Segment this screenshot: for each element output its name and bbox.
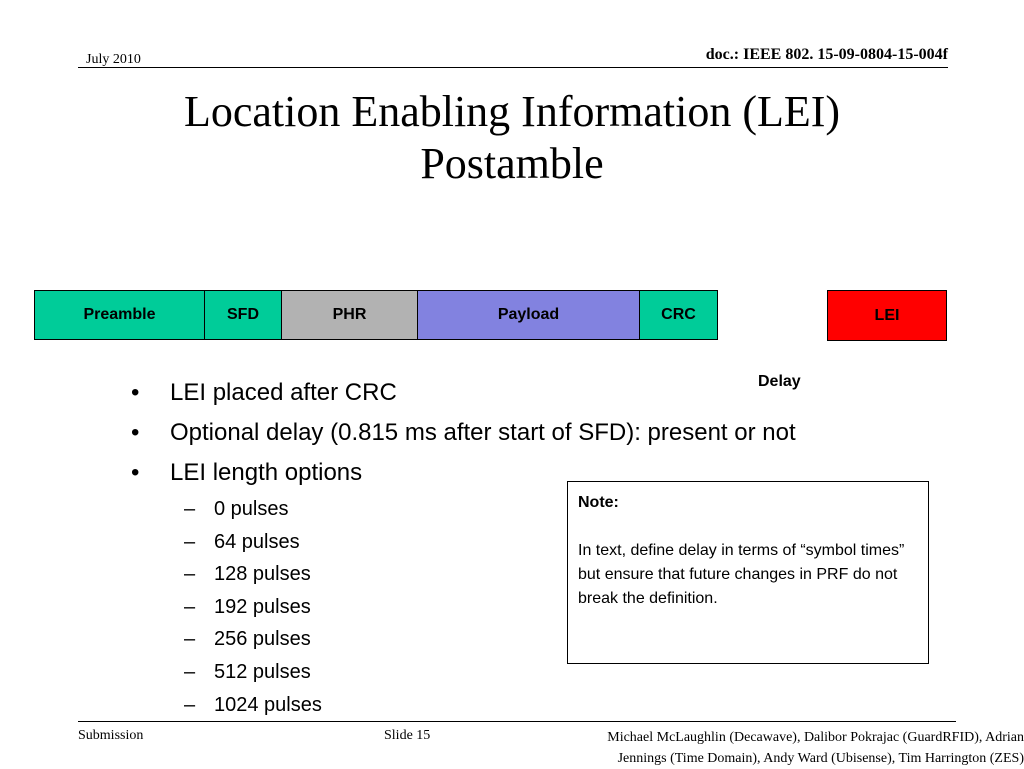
bullet-item-label: LEI length options (170, 459, 363, 486)
frame-field-crc: CRC (640, 290, 718, 340)
bullet-item: • LEI placed after CRC (128, 373, 796, 413)
footer-authors-line-2: Jennings (Time Domain), Andy Ward (Ubisense), Tim Harrington (ZES) (617, 751, 1024, 766)
delay-label: Delay (758, 373, 801, 390)
frame-structure-diagram (34, 290, 718, 340)
footer-divider (78, 721, 956, 722)
length-option-item: – 512 pulses (170, 656, 796, 689)
length-option-item: – 128 pulses (170, 558, 796, 591)
length-option-item: – 256 pulses (170, 623, 796, 656)
length-option-item: – 64 pulses (170, 526, 796, 559)
slide-number: Slide 15 (384, 728, 431, 743)
length-option-item: – 0 pulses (170, 493, 796, 526)
note-heading: Note: (578, 494, 619, 511)
frame-field-payload: Payload (418, 290, 640, 340)
frame-field-phr: PHR (282, 290, 418, 340)
note-body: In text, define delay in terms of “symbol times” but ensure that future changes in PRF do not break the definition. (578, 542, 905, 607)
footer-authors (504, 727, 1024, 769)
length-option-item: – 1024 pulses (170, 689, 796, 722)
length-option-item: – 192 pulses (170, 591, 796, 624)
frame-field-sfd: SFD (205, 290, 282, 340)
frame-field-lei: LEI (827, 290, 947, 341)
footer-submission: Submission (78, 728, 144, 743)
document-id: doc.: IEEE 802. 15-09-0804-15-004f (705, 46, 948, 63)
footer-authors-line-1: Michael McLaughlin (Decawave), Dalibor Pokrajac (GuardRFID), Adrian (607, 730, 1024, 745)
header-date: July 2010 (86, 52, 141, 67)
slide-title (0, 86, 1024, 190)
note-box (567, 481, 929, 664)
slide-title-line-2: Postamble (420, 139, 604, 188)
frame-field-preamble: Preamble (34, 290, 205, 340)
header-divider (78, 67, 948, 68)
slide-title-line-1: Location Enabling Information (LEI) (183, 87, 841, 136)
bullet-item: • Optional delay (0.815 ms after start of SFD): present or not (128, 413, 796, 453)
